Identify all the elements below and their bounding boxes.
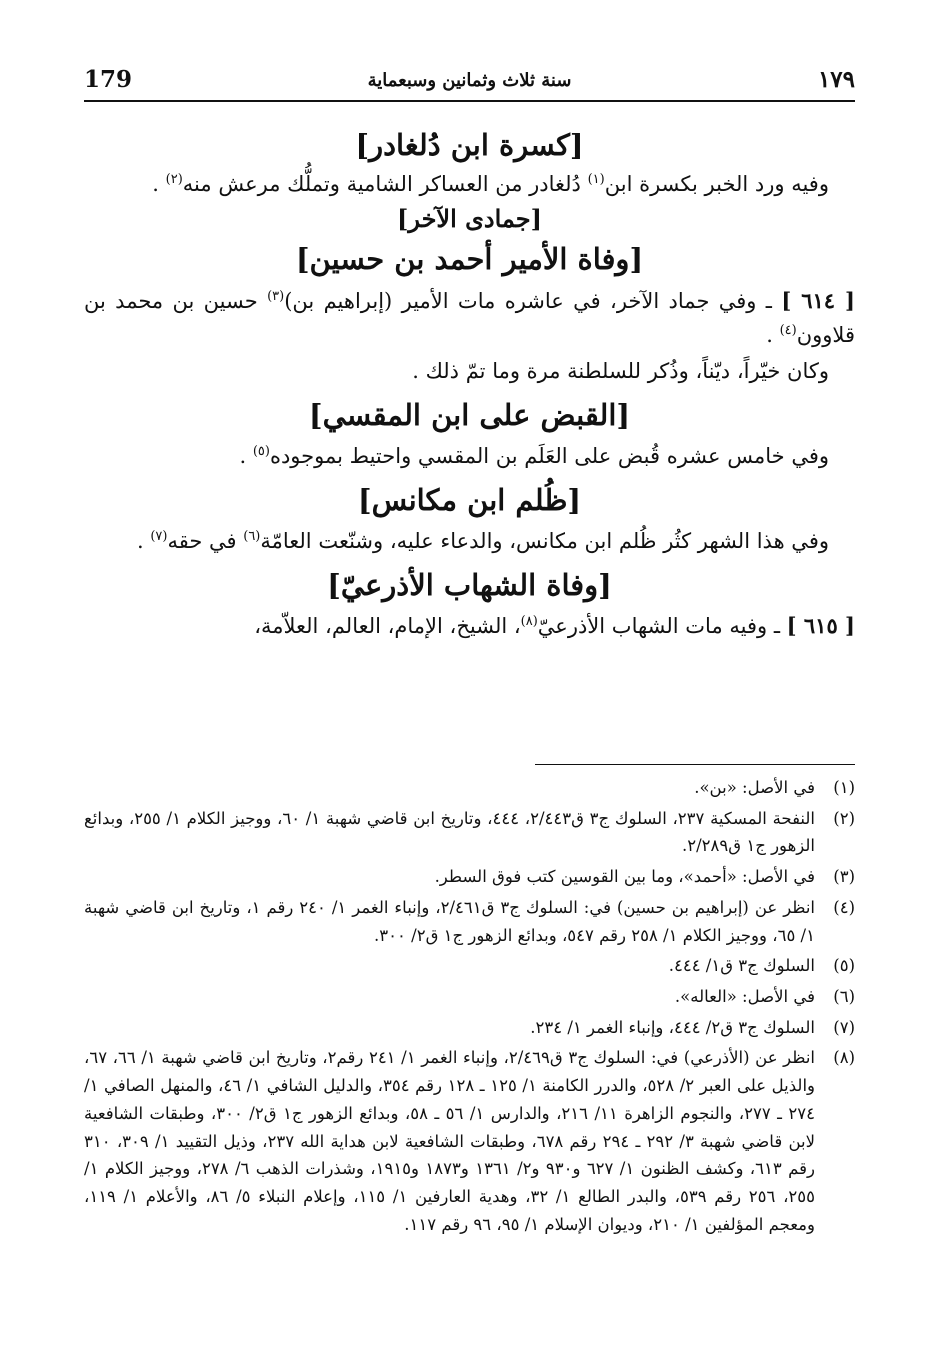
footnote: [84, 774, 855, 802]
paragraph: وكان خيّراً، ديّناً، وذُكر للسلطنة مرة وما تمّ ذلك .: [412, 359, 829, 384]
footnote-ref: (١): [587, 171, 605, 187]
footnote: [84, 894, 855, 949]
footnote-ref: (٧): [150, 529, 168, 545]
running-title: سنة ثلاث وثمانين وسبعماية: [367, 70, 572, 91]
footnote-ref: (٨): [520, 613, 538, 629]
paragraph-text: ـ وفي جماد الآخر، في عاشره مات الأمير (إبراهيم بن): [284, 289, 782, 314]
footnote-number: (١): [833, 778, 855, 797]
header-rule: [84, 100, 855, 102]
footnote-text: انظر عن (الأذرعي) في: السلوك ج٣ ق٢/٤٦٩، وإنباء الغمر ١/ ٢٤١ رقم٢، وتاريخ ابن قاضي شهبة ١/ ٦٦، ٦٧، والذيل على العبر ٢/ ٥٢٨، والدرر الكامنة ١/ ١٢٥ ـ ١٢٨ رقم ٣٥٤، والدليل الشافي ١/ ٤٦، والمنهل الصافي ١/ ٢٧٤ ـ ٢٧٧، والنجوم الزاهرة ١١/ ٢١٦، والدارس ١/ ٥٦ ـ ٥٨، وبدائع الزهور ج١ ق٢/ ٣٠٠، وطبقات الشافعية لابن قاضي شهبة ٣/ ٢٩٢ ـ ٢٩٤ رقم ٦٧٨، وطبقات الشافعية لابن هداية الله ٢٣٧، وذيل التقييد ١/ ٣٠٩، ٣١٠ رقم ٦١٣، وكشف الظنون ١/ ٦٢٧ و٩٣٠ و٢/ ١٣٦١ و١٨٧٣ و١٩١٥، وشذرات الذهب ٦/ ٢٧٨، ووجيز الكلام ١/ ٢٥٥، ٢٥٦ رقم ٥٣٩، والبدر الطالع ١/ ٣٢، وهدية العارفين ١/ ١١٥، وإعلام النبلاء ٥/ ٨٦، والأعلام ١/ ١١٩، ومعجم المؤلفين ١/ ٢١٠، وديوان الإسلام ١/ ٩٥، ٩٦ رقم ١١٧.: [84, 1048, 816, 1234]
footnote-ref: (٣): [267, 289, 285, 305]
footnotes: [84, 774, 855, 1242]
paragraph-text: .: [766, 323, 780, 348]
month-heading: [جمادى الآخر]: [397, 203, 542, 233]
footnote-ref: (٤): [779, 323, 797, 339]
footnote-number: (٢): [833, 808, 855, 828]
footnote-text: السلوك ج٣ ق٢/ ٤٤٤، وإنباء الغمر ١/ ٢٣٤.: [530, 1017, 815, 1037]
paragraph-text: ، الشيخ، الإمام، العالم، العلاّمة،: [254, 613, 521, 638]
paragraph-text: .: [152, 171, 166, 196]
footnote-ref: (٢): [165, 171, 183, 187]
section-heading: [القبض على ابن المقسي]: [308, 398, 631, 433]
footnote-number: (٦): [833, 987, 855, 1007]
paragraph-text: دُلغادر من العساكر الشامية وتملُّك مرعش منه: [182, 171, 588, 196]
paragraph-text: وفيه ورد الخبر بكسرة ابن: [604, 171, 829, 196]
paragraph-text: حسين بن محمد بن قلاوون: [84, 289, 855, 348]
footnote-text: في الأصل: «بن».: [694, 778, 815, 797]
paragraph: [84, 524, 855, 558]
section-heading: [كسرة ابن دُلغادر]: [355, 128, 584, 162]
footnote: [84, 1014, 855, 1042]
footnote-text: النفحة المسكية ٢٣٧، السلوك ج٣ ق٢/٤٤٣، ٤٤٤، وتاريخ ابن قاضي شهبة ١/ ٦٠، ووجيز الكلام ١/ ٢٥٥، وبدائع الزهور ج١ ق٢/٢٨٩.: [84, 808, 816, 856]
paragraph-text: وفي خامس عشره قُبض على العَلَم بن المقسي واحتيط بموجوده: [269, 444, 829, 469]
footnote: [84, 863, 855, 891]
footnote: [84, 983, 855, 1011]
footnote: [84, 952, 855, 980]
paragraph: [84, 609, 855, 643]
footnote-ref: (٦): [243, 529, 261, 545]
entry-number: [ ٦١٤ ]: [781, 288, 855, 314]
footnote-text: في الأصل: «العاله».: [674, 987, 815, 1007]
footnote-text: السلوك ج٣ ق١/ ٤٤٤.: [668, 956, 815, 976]
footnote-number: (٥): [833, 956, 855, 976]
footnote-rule: [535, 764, 855, 765]
entry-number: [ ٦١٥ ]: [786, 612, 855, 638]
footnote-number: (٤): [833, 897, 855, 917]
footnote-text: انظر عن (إبراهيم بن حسين) في: السلوك ج٣ ق٢/٤٦١، وإنباء الغمر ١/ ٢٤٠ رقم ١، وتاريخ ابن قاضي شهبة ١/ ٦٥، ووجيز الكلام ١/ ٢٥٨ رقم ٥٤٧، وبدائع الزهور ج١ ق٢/ ٣٠٠.: [84, 897, 816, 945]
main-text: [84, 108, 855, 643]
footnote: [84, 805, 855, 860]
paragraph-text: في حقه: [167, 529, 244, 554]
footnote-number: (٨): [833, 1048, 855, 1068]
footnote-ref: (٥): [252, 444, 270, 460]
paragraph-text: .: [136, 529, 151, 554]
page-number-latin: 179: [84, 66, 133, 93]
footnote-number: (٧): [833, 1017, 855, 1037]
footnote-number: (٣): [833, 867, 855, 887]
section-heading: [ظُلم ابن مكانس]: [357, 483, 582, 518]
paragraph-text: ـ وفيه مات الشهاب الأذرعيّ: [537, 613, 787, 638]
paragraph-text: .: [239, 444, 253, 469]
section-heading: [وفاة الشهاب الأذرعيّ]: [327, 568, 612, 603]
section-heading: [وفاة الأمير أحمد بن حسين]: [295, 241, 644, 276]
footnote-text: في الأصل: «أحمد»، وما بين القوسين كتب فوق السطر.: [434, 867, 815, 887]
page-number-arabic: ١٧٩: [817, 66, 855, 93]
paragraph: [84, 167, 855, 201]
paragraph-text: وفي هذا الشهر كثُر ظُلم ابن مكانس، والدعاء عليه، وشنّعت العامّة: [260, 529, 829, 554]
footnote: [84, 1044, 855, 1238]
paragraph: [84, 439, 855, 473]
paragraph: [84, 284, 855, 352]
running-header: [84, 56, 855, 96]
